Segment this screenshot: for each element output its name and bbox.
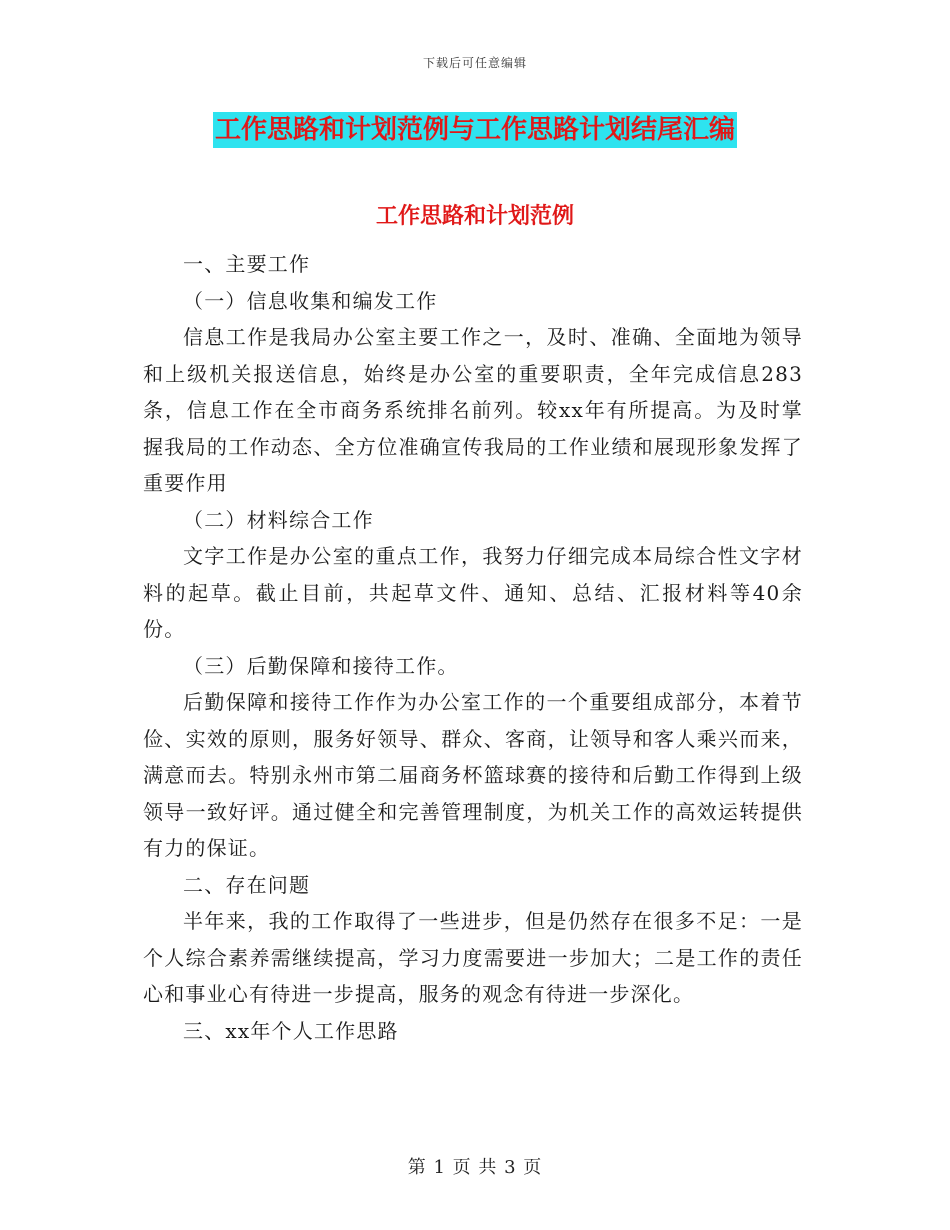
heading-work-plan: 三、xx年个人工作思路 [183,1018,399,1043]
subheading-logistics: （三）后勤保障和接待工作。 [183,653,459,678]
paragraph-info-work: 信息工作是我局办公室主要工作之一，及时、准确、全面地为领导和上级机关报送信息，始终是办公室的重要职责，全年完成信息283条，信息工作在全市商务系统排名前列。较xx年有所提高。为及时掌握我局的工作动态、全方位准确宣传我局的工作业绩和展现形象发挥了重要作用 [143,325,803,495]
section-title: 工作思路和计划范例 [375,203,574,229]
page-number: 第 1 页 共 3 页 [407,1157,543,1178]
paragraph-problems: 半年来，我的工作取得了一些进步，但是仍然存在很多不足：一是个人综合素养需继续提高，学习力度需要进一步加大；二是工作的责任心和事业心有待进一步提高，服务的观念有待进一步深化。 [143,909,803,1006]
subheading-materials: （二）材料综合工作 [183,507,374,532]
paragraph-logistics: 后勤保障和接待工作作为办公室工作的一个重要组成部分，本着节俭、实效的原则，服务好领导、群众、客商，让领导和客人乘兴而来，满意而去。特别永州市第二届商务杯篮球赛的接待和后勤工作得到上级领导一致好评。通过健全和完善管理制度，为机关工作的高效运转提供有力的保证。 [143,690,803,860]
subheading-info-collection: （一）信息收集和编发工作 [183,288,438,313]
heading-problems: 二、存在问题 [183,872,311,897]
header-note: 下载后可任意编辑 [422,56,527,70]
document-body [143,246,803,1049]
main-title-container [0,112,950,148]
paragraph-materials: 文字工作是办公室的重点工作，我努力仔细完成本局综合性文字材料的起草。截止目前，共起草文件、通知、总结、汇报材料等40余份。 [143,544,803,641]
heading-main-work: 一、主要工作 [183,252,311,276]
document-title: 工作思路和计划范例与工作思路计划结尾汇编 [213,112,737,148]
